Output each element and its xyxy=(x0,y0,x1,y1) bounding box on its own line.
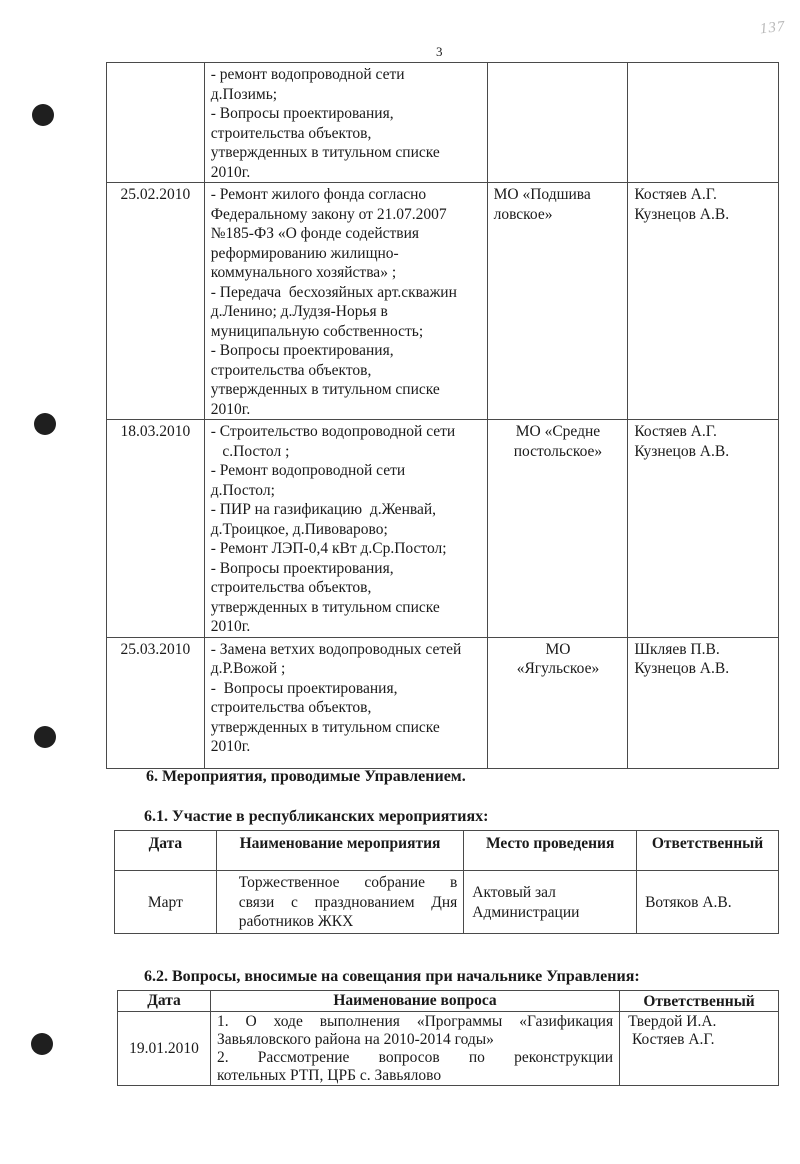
date-cell: 19.01.2010 xyxy=(118,1012,211,1086)
question-line: 2. Рассмотрение вопросов по реконструкции xyxy=(216,1049,614,1066)
event-name-line: связи с празднованием Дня xyxy=(238,893,458,911)
punch-hole-icon xyxy=(34,413,56,435)
work-line: - Вопросы проектирования, xyxy=(210,105,394,122)
section-6-2-heading: 6.2. Вопросы, вносимые на совещания при начальнике Управления: xyxy=(144,968,640,985)
question-line: котельных РТП, ЦРБ с. Завьялово xyxy=(216,1067,442,1084)
responsible-line: Кузнецов А.В. xyxy=(634,205,730,223)
responsible-line: Костяев А.Г. xyxy=(634,423,717,440)
meeting-questions-table xyxy=(117,990,779,1086)
column-header-event-name: Наименование мероприятия xyxy=(216,831,464,871)
page-number: 3 xyxy=(436,44,443,59)
work-line: муниципальную собственность; xyxy=(210,322,424,340)
place-line: Администрации xyxy=(472,903,580,921)
organization-cell xyxy=(487,63,628,183)
table-row xyxy=(107,420,779,638)
responsible-cell xyxy=(628,420,779,638)
work-line: строительства объектов, xyxy=(210,361,372,379)
work-line: - Передача бесхозяйных арт.скважин xyxy=(210,283,457,301)
date-cell: 18.03.2010 xyxy=(107,420,205,638)
table-header-row xyxy=(115,831,779,871)
work-line: строительства объектов, xyxy=(210,124,372,142)
work-line: - Ремонт водопроводной сети xyxy=(210,462,406,479)
work-line: 2010г. xyxy=(210,738,251,755)
responsible-cell: Вотяков А.В. xyxy=(637,871,779,934)
work-line: - ремонт водопроводной сети xyxy=(210,66,405,83)
punch-hole-icon xyxy=(31,1033,53,1055)
work-line: 2010г. xyxy=(210,163,251,181)
punch-hole-icon xyxy=(32,104,54,126)
work-line: - Строительство водопроводной сети xyxy=(210,423,456,440)
work-line: - Замена ветхих водопроводных сетей xyxy=(210,640,462,658)
event-name-line: работников ЖКХ xyxy=(238,913,354,930)
work-line: - Вопросы проектирования, xyxy=(210,679,398,697)
section-6-heading: 6. Мероприятия, проводимые Управлением. xyxy=(146,768,466,785)
responsible-line: Шкляев П.В. xyxy=(634,640,720,658)
organization-cell xyxy=(487,420,628,638)
event-name-cell xyxy=(216,871,464,934)
work-line: - Вопросы проектирования, xyxy=(210,342,394,359)
column-header-responsible: Ответственный xyxy=(637,831,779,871)
table-row xyxy=(115,871,779,934)
organization-cell xyxy=(487,637,628,768)
works-cell xyxy=(204,420,487,638)
responsible-cell xyxy=(628,183,779,420)
work-line: - ПИР на газификацию д.Женвай, xyxy=(210,501,437,518)
work-line: строительства объектов, xyxy=(210,699,372,716)
date-cell: Март xyxy=(115,871,217,934)
work-line: с.Постол ; xyxy=(210,442,290,460)
work-line: д.Р.Вожой ; xyxy=(210,660,286,677)
organization-line: «Ягульское» xyxy=(516,660,600,677)
organization-cell xyxy=(487,183,628,420)
organization-line: постольское» xyxy=(513,442,603,460)
date-cell: 25.03.2010 xyxy=(107,637,205,768)
responsible-line: Костяев А.Г. xyxy=(628,1031,715,1048)
section-6-1-heading: 6.1. Участие в республиканских мероприятиях: xyxy=(144,808,489,825)
works-cell xyxy=(204,183,487,420)
work-line: Федеральному закону от 21.07.2007 xyxy=(210,205,447,223)
responsible-line: Кузнецов А.В. xyxy=(634,442,730,460)
work-line: коммунального хозяйства» ; xyxy=(210,264,397,281)
work-line: №185-ФЗ «О фонде содействия xyxy=(210,225,420,242)
organization-line: МО xyxy=(545,640,571,658)
work-line: - Ремонт жилого фонда согласно xyxy=(210,186,427,203)
date-cell xyxy=(107,63,205,183)
works-cell xyxy=(204,637,487,768)
column-header-place: Место проведения xyxy=(464,831,637,871)
responsible-line: Твердой И.А. xyxy=(628,1013,717,1030)
table-row xyxy=(107,637,779,768)
place-cell xyxy=(464,871,637,934)
date-cell: 25.02.2010 xyxy=(107,183,205,420)
responsible-line: Костяев А.Г. xyxy=(634,186,717,203)
table-row xyxy=(107,63,779,183)
punch-hole-icon xyxy=(34,726,56,748)
question-line: Завьяловского района на 2010-2014 годы» xyxy=(216,1031,494,1048)
work-line: д.Постол; xyxy=(210,481,275,499)
work-line: - Ремонт ЛЭП-0,4 кВт д.Ср.Постол; xyxy=(210,540,447,557)
work-line: строительства объектов, xyxy=(210,579,372,596)
responsible-cell xyxy=(628,63,779,183)
work-line: утвержденных в титульном списке xyxy=(210,144,440,161)
column-header-date: Дата xyxy=(118,991,211,1012)
work-line: утвержденных в титульном списке xyxy=(210,381,440,398)
work-line: д.Ленино; д.Лудзя-Норья в xyxy=(210,303,388,320)
column-header-date: Дата xyxy=(115,831,217,871)
work-line: утвержденных в титульном списке xyxy=(210,598,440,616)
table-row xyxy=(107,183,779,420)
event-name-line: Торжественное собрание в xyxy=(238,874,458,891)
organization-line: ловское» xyxy=(493,205,553,223)
column-header-responsible: Ответственный xyxy=(620,991,779,1012)
work-line: д.Позимь; xyxy=(210,85,278,103)
work-line: реформированию жилищно- xyxy=(210,244,399,262)
question-cell xyxy=(210,1012,619,1086)
work-line: 2010г. xyxy=(210,618,251,635)
work-line: д.Троицкое, д.Пивоварово; xyxy=(210,520,388,538)
organization-line: МО «Средне xyxy=(515,423,601,440)
responsible-cell xyxy=(628,637,779,768)
place-line: Актовый зал xyxy=(472,884,556,901)
responsible-line: Кузнецов А.В. xyxy=(634,660,730,677)
column-header-question: Наименование вопроса xyxy=(210,991,619,1012)
responsible-cell xyxy=(620,1012,779,1086)
question-line: 1. О ходе выполнения «Программы «Газификация xyxy=(216,1013,614,1030)
plan-table-continuation xyxy=(106,62,779,769)
handwritten-page-number: 137 xyxy=(759,18,787,38)
table-row xyxy=(118,1012,779,1086)
work-line: 2010г. xyxy=(210,400,251,418)
work-line: - Вопросы проектирования, xyxy=(210,559,394,577)
works-cell xyxy=(204,63,487,183)
organization-line: МО «Подшива xyxy=(493,186,591,203)
republican-events-table xyxy=(114,830,779,934)
table-header-row xyxy=(118,991,779,1012)
work-line: утвержденных в титульном списке xyxy=(210,718,440,736)
